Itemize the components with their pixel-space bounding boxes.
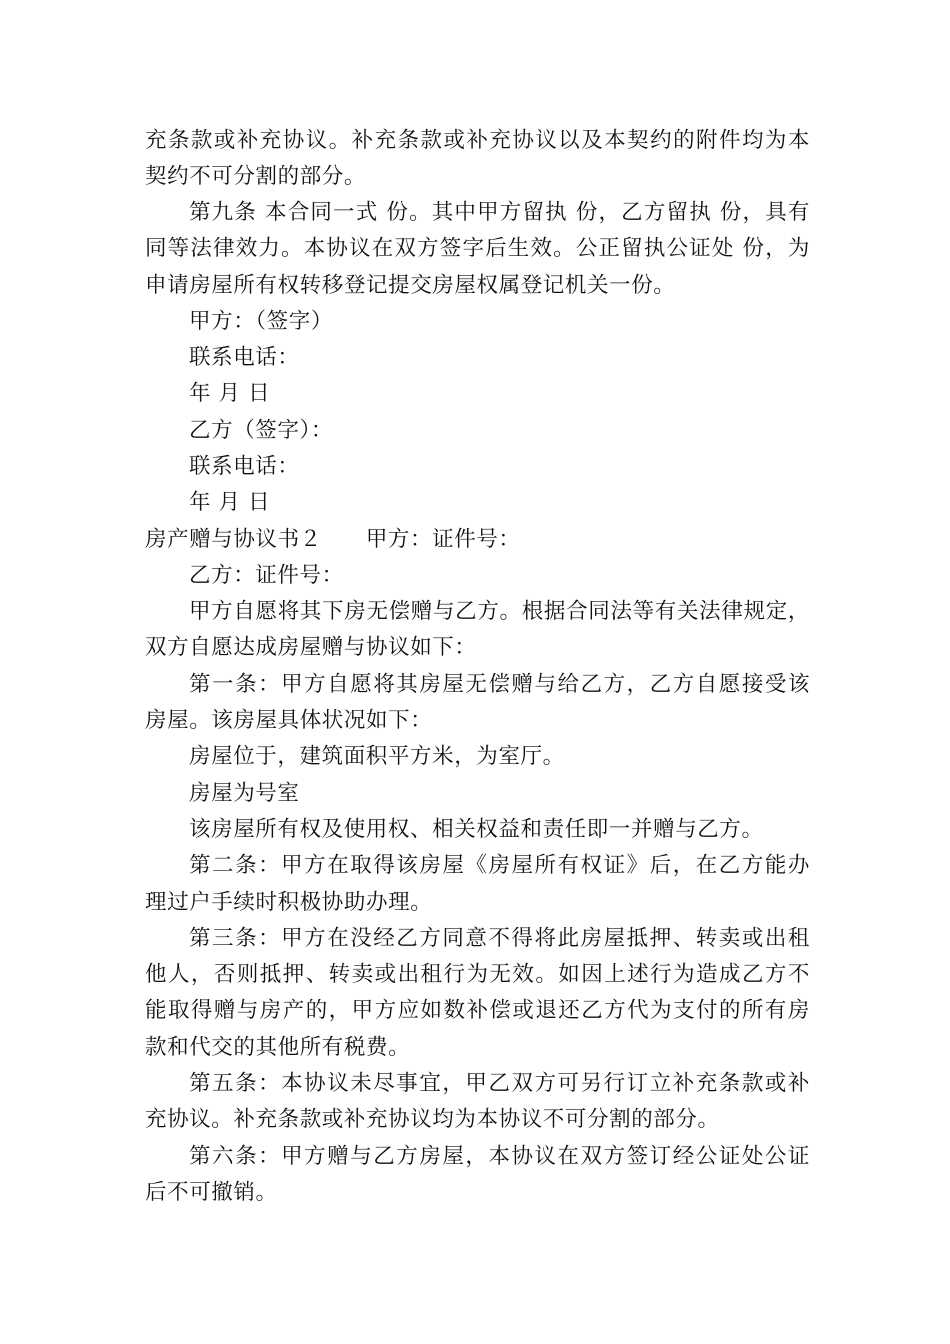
text-line: 他人，否则抵押、转卖或出租行为无效。如因上述行为造成乙方不	[145, 962, 810, 987]
text-line: 乙方：证件号：	[189, 563, 344, 588]
text-line: 充协议。补充条款或补充协议均为本协议不可分割的部分。	[145, 1107, 720, 1132]
text-line: 第六条：甲方赠与乙方房屋，本协议在双方签订经公证处公证	[189, 1144, 810, 1169]
text-line: 第五条：本协议未尽事宜，甲乙双方可另行订立补充条款或补	[189, 1071, 810, 1096]
text-line: 甲方：（签字）	[189, 309, 333, 334]
text-line: 第二条：甲方在取得该房屋《房屋所有权证》后，在乙方能办	[189, 853, 810, 878]
party-line: 甲方：证件号：	[365, 527, 521, 552]
text-line: 第九条 本合同一式 份。其中甲方留执 份，乙方留执 份，具有	[189, 200, 810, 225]
section-title: 房产赠与协议书２	[145, 527, 322, 552]
text-line: 能取得赠与房产的，甲方应如数补偿或退还乙方代为支付的所有房	[145, 998, 810, 1023]
text-line: 年 月 日	[189, 490, 271, 515]
text-line: 充条款或补充协议。补充条款或补充协议以及本契约的附件均为本	[145, 128, 810, 153]
text-line: 房屋位于，建筑面积平方米，为室厅。	[189, 744, 565, 769]
text-line: 款和代交的其他所有税费。	[145, 1035, 411, 1060]
text-line: 理过户手续时积极协助办理。	[145, 890, 433, 915]
text-line: 第一条：甲方自愿将其房屋无偿赠与给乙方，乙方自愿接受该	[189, 672, 810, 697]
text-line: 房屋为号室	[189, 781, 300, 806]
text-line: 第三条：甲方在没经乙方同意不得将此房屋抵押、转卖或出租	[189, 926, 810, 951]
text-line: 后不可撤销。	[145, 1180, 278, 1205]
text-line: 契约不可分割的部分。	[145, 164, 367, 189]
text-line: 申请房屋所有权转移登记提交房屋权属登记机关一份。	[145, 273, 676, 298]
text-line: 同等法律效力。本协议在双方签字后生效。公正留执公证处 份，为	[145, 236, 810, 261]
text-line	[145, 521, 521, 558]
text-line: 乙方（签字）：	[189, 418, 333, 443]
text-line: 年 月 日	[189, 381, 271, 406]
text-line: 联系电话：	[189, 345, 300, 370]
text-line: 该房屋所有权及使用权、相关权益和责任即一并赠与乙方。	[189, 817, 764, 842]
text-line: 甲方自愿将其下房无偿赠与乙方。根据合同法等有关法律规定，	[189, 599, 810, 624]
text-line: 房屋。该房屋具体状况如下：	[145, 708, 433, 733]
text-line: 联系电话：	[189, 454, 300, 479]
text-line: 双方自愿达成房屋赠与协议如下：	[145, 635, 477, 660]
